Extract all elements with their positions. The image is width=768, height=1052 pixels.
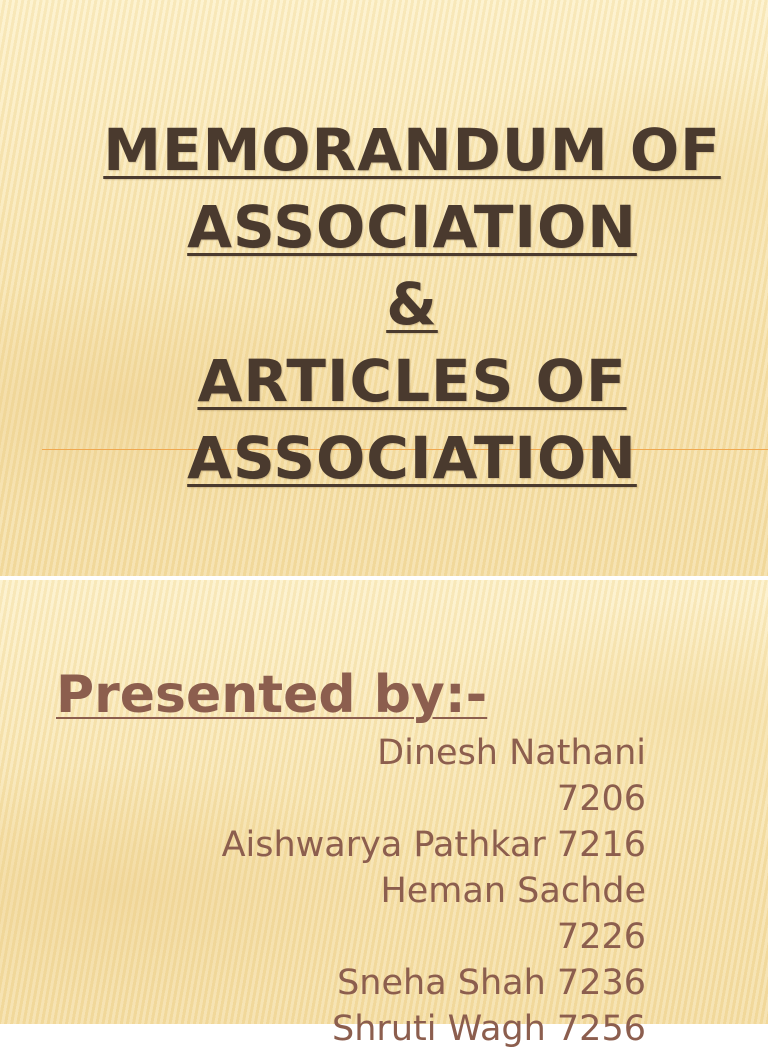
presenter-list bbox=[126, 730, 646, 1052]
title-line: MEMORANDUM OF bbox=[103, 116, 721, 184]
list-item: Dinesh Nathani bbox=[377, 733, 646, 773]
slide-title bbox=[60, 112, 764, 497]
title-line: ASSOCIATION bbox=[187, 424, 637, 492]
title-line: & bbox=[386, 270, 438, 338]
presented-by-heading: Presented by:- bbox=[56, 665, 488, 725]
list-item: 7226 bbox=[556, 917, 646, 957]
list-item: Shruti Wagh 7256 bbox=[332, 1009, 646, 1049]
list-item: Aishwarya Pathkar 7216 bbox=[221, 825, 646, 865]
list-item: Heman Sachde bbox=[380, 871, 646, 911]
title-line: ASSOCIATION bbox=[187, 193, 637, 261]
title-line: ARTICLES OF bbox=[197, 347, 627, 415]
list-item: 7206 bbox=[556, 779, 646, 819]
list-item: Sneha Shah 7236 bbox=[337, 963, 646, 1003]
